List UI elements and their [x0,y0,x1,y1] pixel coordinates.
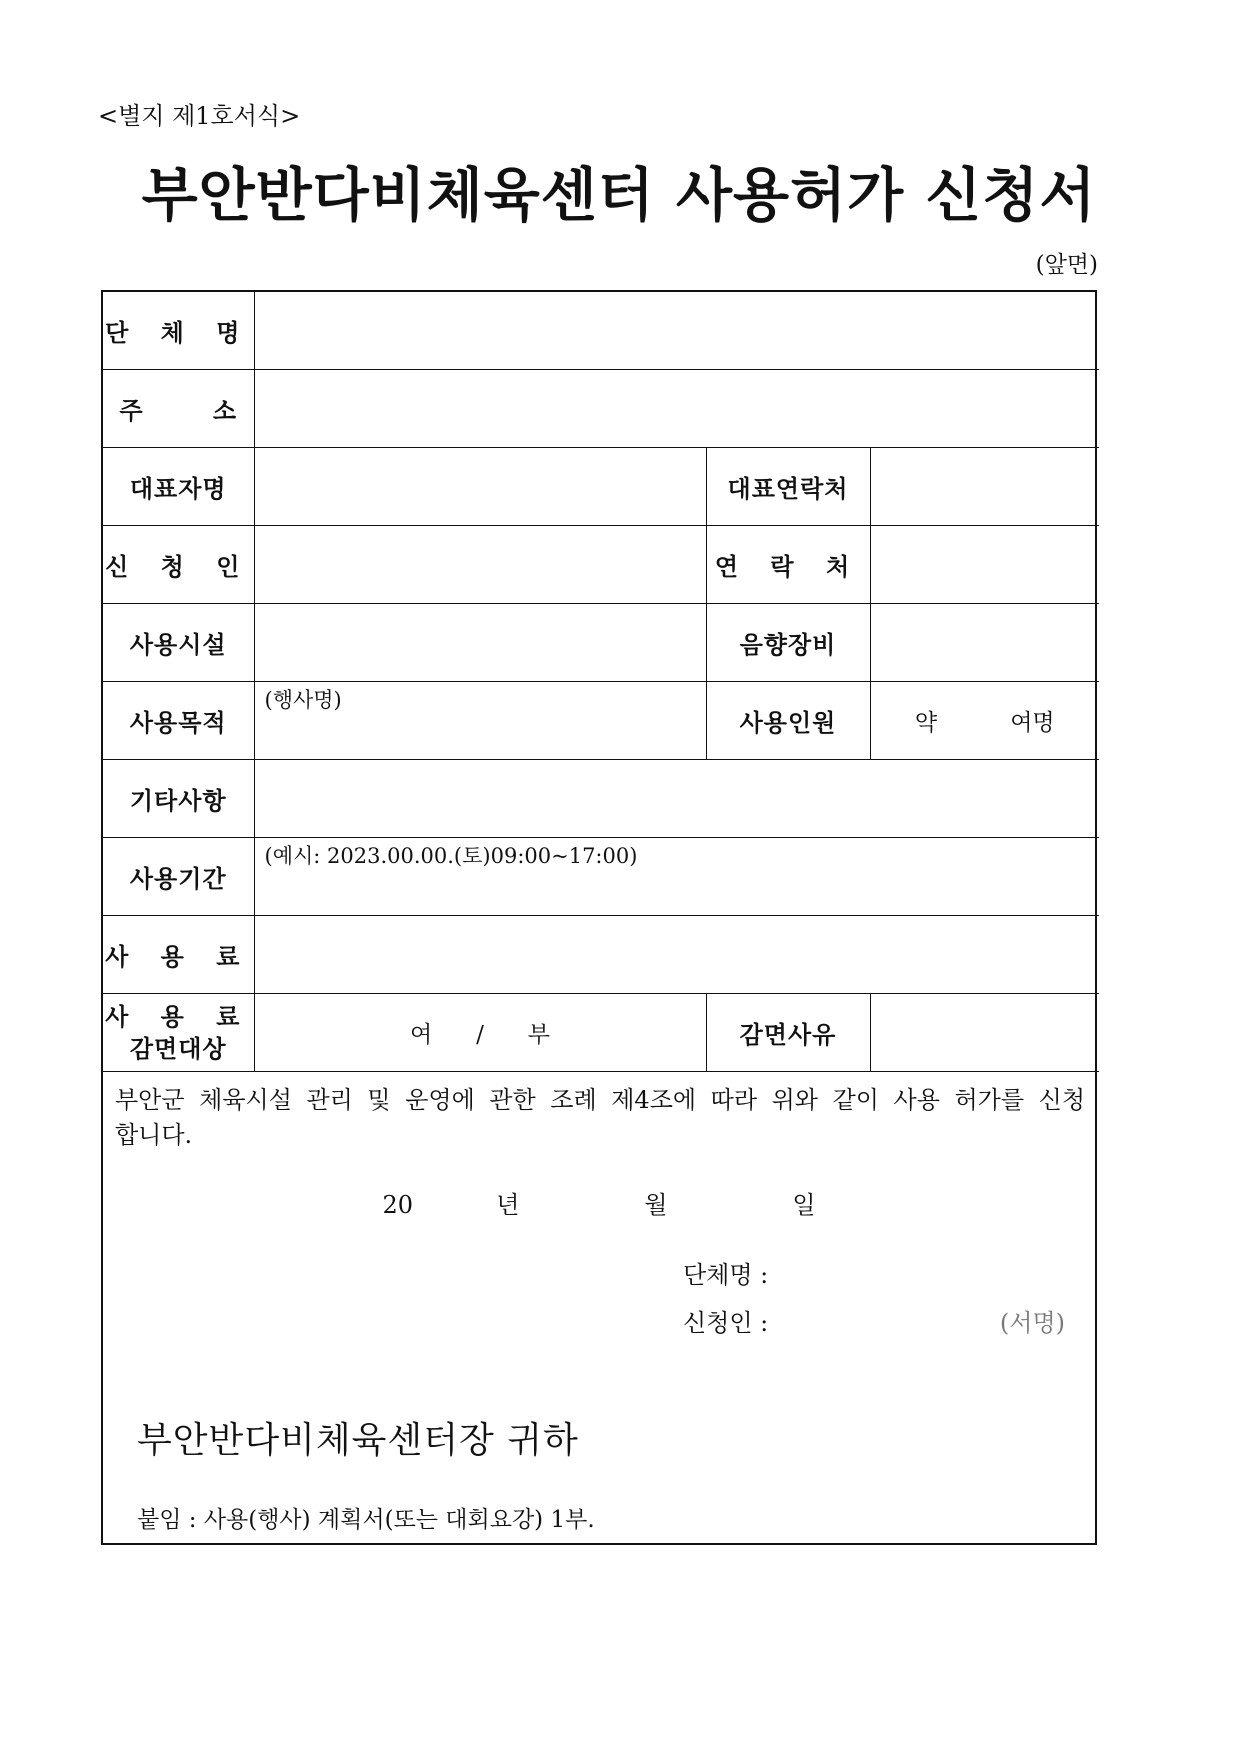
row-other [103,760,1099,838]
fee-label: 사 용 료 [103,916,254,994]
people-count-field[interactable]: 약 여명 [870,682,1099,760]
exempt-reason-label: 감면사유 [706,994,870,1072]
applicant-sign-label: 신청인 : [683,1309,769,1337]
purpose-field[interactable] [254,682,706,760]
row-address [103,370,1099,448]
contact-field[interactable] [870,526,1099,604]
fee-field[interactable] [254,916,1099,994]
period-label: 사용기간 [103,838,254,916]
people-count-label: 사용인원 [706,682,870,760]
org-name-field[interactable] [254,292,1099,370]
applicant-field[interactable] [254,526,706,604]
rep-contact-label: 대표연락처 [706,448,870,526]
row-fee-exemption [103,994,1099,1072]
page-side-label: (앞면) [1035,252,1098,278]
row-purpose [103,682,1099,760]
addressee: 부안반다비체육센터장 귀하 [137,1420,579,1461]
form-number-label: <별지 제1호서식> [98,102,301,130]
application-table [103,292,1099,1072]
row-representative [103,448,1099,526]
row-org-name [103,292,1099,370]
org-sign-label: 단체명 : [683,1261,769,1289]
row-fee [103,916,1099,994]
fee-exempt-choice[interactable]: 여 / 부 [254,994,706,1072]
fee-exempt-label [103,994,254,1072]
purpose-label: 사용목적 [103,682,254,760]
application-form [101,290,1097,1545]
row-period [103,838,1099,916]
consent-statement: 부안군 체육시설 관리 및 운영에 관한 조례 제4조에 따라 위와 같이 사용 허가를 신청합니다. [115,1086,1085,1149]
document-title: 부안반다비체육센터 사용허가 신청서 [141,161,1097,229]
row-facility [103,604,1099,682]
rep-name-field[interactable] [254,448,706,526]
purpose-hint: (행사명) [264,688,342,712]
rep-contact-field[interactable] [870,448,1099,526]
facility-label: 사용시설 [103,604,254,682]
declaration-section [103,1067,1095,1545]
applicant-label: 신 청 인 [103,526,254,604]
other-field[interactable] [254,760,1099,838]
contact-label: 연 락 처 [706,526,870,604]
period-hint: (예시: 2023.00.00.(토)09:00~17:00) [264,844,638,868]
fee-exempt-label-line1: 사 용 료 [105,1002,252,1031]
sound-equipment-label: 음향장비 [706,604,870,682]
sound-equipment-field[interactable] [870,604,1099,682]
attachment-note: 붙임 : 사용(행사) 계획서(또는 대회요강) 1부. [137,1507,595,1533]
org-name-label: 단 체 명 [103,292,254,370]
address-label: 주 소 [103,370,254,448]
facility-field[interactable] [254,604,706,682]
address-field[interactable] [254,370,1099,448]
rep-name-label: 대표자명 [103,448,254,526]
other-label: 기타사항 [103,760,254,838]
row-applicant [103,526,1099,604]
application-date[interactable]: 20 년 월 일 [382,1191,816,1219]
fee-exempt-label-line2: 감면대상 [129,1034,227,1063]
exempt-reason-field[interactable] [870,994,1099,1072]
period-field[interactable] [254,838,1099,916]
signature-mark[interactable]: (서명) [999,1309,1065,1337]
